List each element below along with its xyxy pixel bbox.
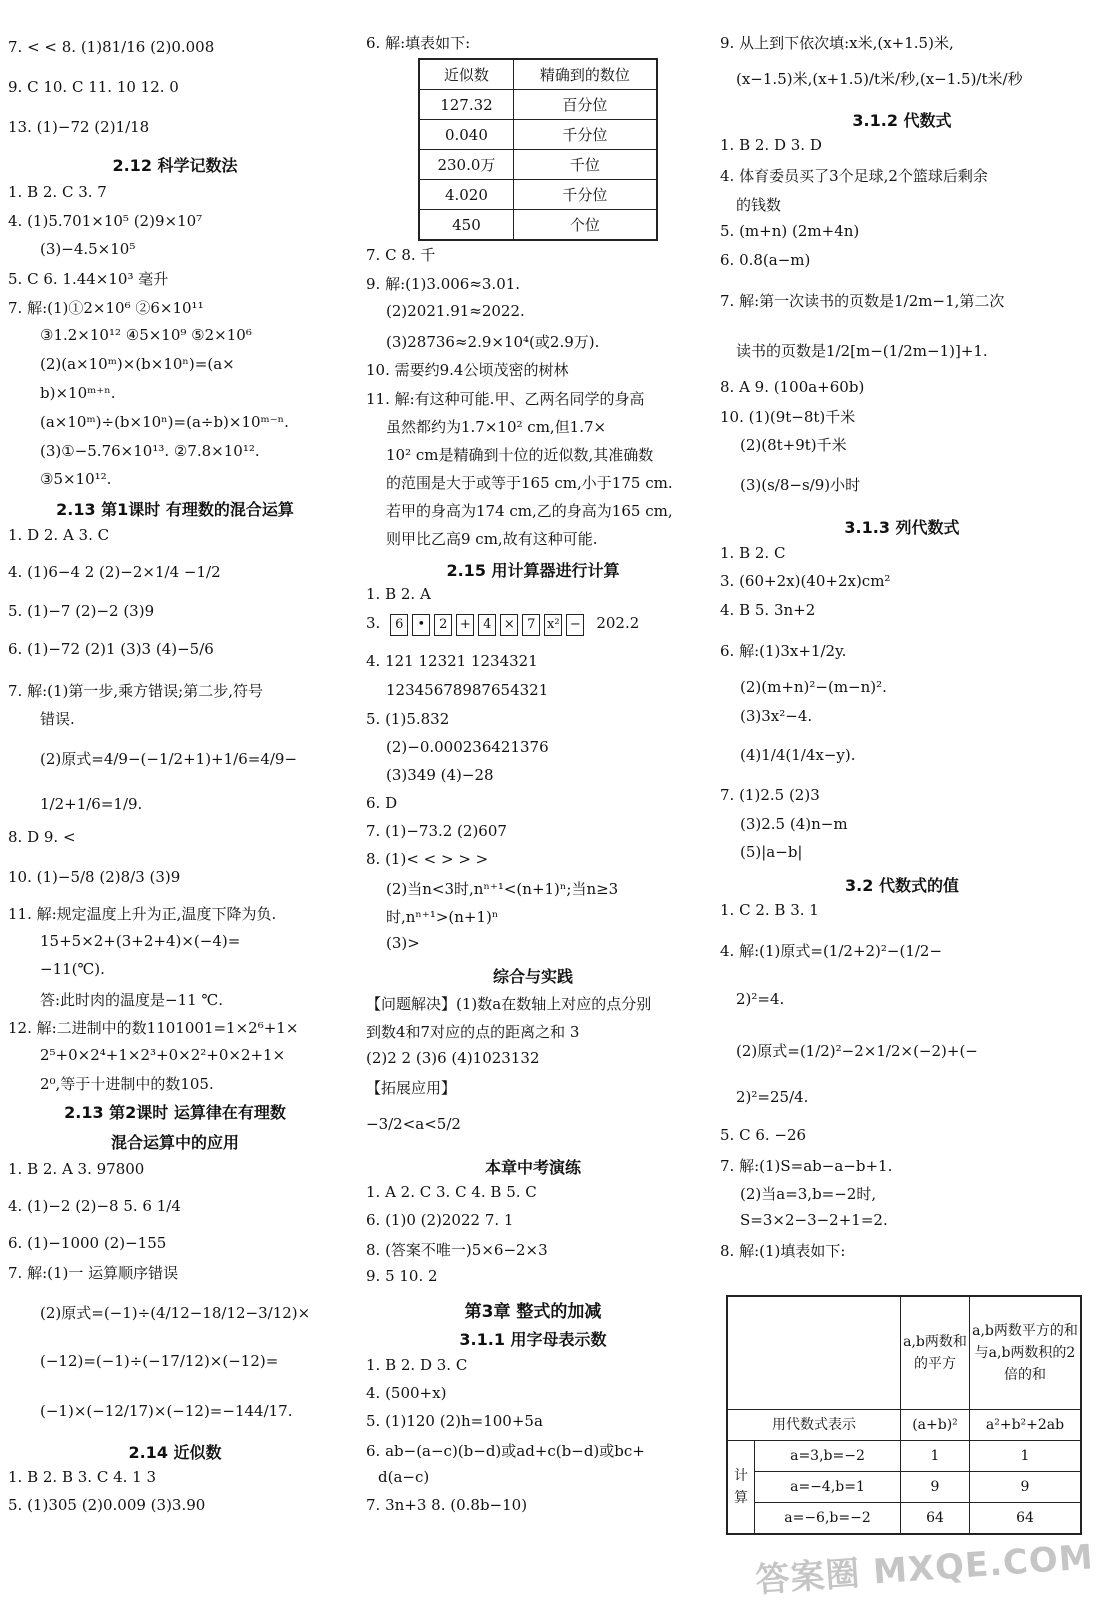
section-heading: 2.13 第1课时 有理数的混合运算 <box>56 500 294 519</box>
table2-cell: 1 <box>901 1441 970 1472</box>
section-heading: 本章中考演练 <box>484 1158 581 1177</box>
answer-line: 7. 3n+3 8. (0.8b−10) <box>366 1496 528 1514</box>
answer-line: 12345678987654321 <box>386 681 549 699</box>
table1-cell: 127.32 <box>419 90 513 120</box>
answer-line: (3)> <box>386 934 420 952</box>
answer-line: (2)原式=4/9−(−1/2+1)+1/6=4/9− <box>40 750 298 768</box>
table2-header: a,b两数平方的和与a,b两数积的2倍的和 <box>970 1296 1082 1410</box>
answer-line: 1. D 2. A 3. C <box>8 526 110 544</box>
answer-line: 5. C 6. −26 <box>720 1126 807 1144</box>
answer-line: (2)(8t+9t)千米 <box>740 436 847 454</box>
section-heading: 第3章 整式的加减 <box>464 1302 602 1322</box>
answer-line: 虽然都约为1.7×10² cm,但1.7× <box>386 418 607 436</box>
answer-line: 4. (1)5.701×10⁵ (2)9×10⁷ <box>8 212 203 230</box>
answer-line: 2)²=25/4. <box>736 1088 809 1106</box>
answer-line: 7. C 8. 千 <box>366 246 436 264</box>
section-heading: 2.14 近似数 <box>128 1443 222 1462</box>
answer-line: (3)28736≈2.9×10⁴(或2.9万). <box>386 333 600 351</box>
answer-line: 若甲的身高为174 cm,乙的身高为165 cm, <box>386 502 673 520</box>
section-heading: 2.13 第2课时 运算律在有理数 <box>64 1103 286 1122</box>
answer-line: 的钱数 <box>736 196 782 214</box>
answer-line: (5)|a−b| <box>740 843 803 861</box>
table2-cell: 1 <box>970 1441 1082 1472</box>
answer-line: (−12)=(−1)÷(−17/12)×(−12)= <box>40 1352 279 1370</box>
answer-line: 3. (60+2x)(40+2x)cm² <box>720 572 891 590</box>
answer-line: 1. C 2. B 3. 1 <box>720 901 819 919</box>
answer-line: 13. (1)−72 (2)1/18 <box>8 118 150 136</box>
table2-header: a,b两数和的平方 <box>901 1296 970 1410</box>
answer-line: 8. D 9. < <box>8 828 76 846</box>
answer-line: 7. 解:第一次读书的页数是1/2m−1,第二次 <box>720 292 1005 310</box>
calculator-key: x² <box>544 614 562 636</box>
section-heading: 3.2 代数式的值 <box>845 876 959 895</box>
watermark: 答案圈 MXQE.COM <box>754 1537 1096 1601</box>
answer-line: (2)原式=(−1)÷(4/12−18/12−3/12)× <box>40 1304 311 1322</box>
answer-line: (3)①−5.76×10¹³. ②7.8×10¹². <box>40 442 260 460</box>
answer-line: 1/2+1/6=1/9. <box>40 795 143 813</box>
answer-line: 5. (m+n) (2m+4n) <box>720 222 860 240</box>
answer-line: 8. 解:(1)填表如下: <box>720 1242 846 1260</box>
answer-line: 1. B 2. D 3. D <box>720 136 822 154</box>
calculator-key: 4 <box>478 614 496 636</box>
table1-cell: 千分位 <box>513 180 657 210</box>
calculator-key: 2 <box>434 614 452 636</box>
table2-cell: a=−6,b=−2 <box>755 1503 901 1535</box>
answer-line: 7. (1)2.5 (2)3 <box>720 786 820 804</box>
algebra-table <box>726 1295 1082 1535</box>
answer-line: ③5×10¹². <box>40 470 112 488</box>
answer-line: 6. (1)0 (2)2022 7. 1 <box>366 1211 514 1229</box>
answer-line: ③1.2×10¹² ④5×10⁹ ⑤2×10⁶ <box>40 326 252 344</box>
table1-cell: 千分位 <box>513 120 657 150</box>
answer-line: d(a−c) <box>378 1468 430 1486</box>
answer-line: 11. 解:有这种可能.甲、乙两名同学的身高 <box>366 390 645 408</box>
table2-cell: 9 <box>901 1472 970 1503</box>
answer-line: (2)当n<3时,nⁿ⁺¹<(n+1)ⁿ;当n≥3 <box>386 880 619 898</box>
table2-cell: 64 <box>970 1503 1082 1535</box>
answer-line: 5. (1)5.832 <box>366 710 450 728</box>
table1-header: 精确到的数位 <box>513 59 657 90</box>
answer-line: 15+5×2+(3+2+4)×(−4)= <box>40 932 241 950</box>
table1-cell: 个位 <box>513 210 657 241</box>
answer-line: 9. 5 10. 2 <box>366 1267 438 1285</box>
answer-line: 时,nⁿ⁺¹>(n+1)ⁿ <box>386 908 499 926</box>
answer-line: 则甲比乙高9 cm,故有这种可能. <box>386 530 598 548</box>
answer-line: 【问题解决】(1)数a在数轴上对应的点分别 <box>366 995 652 1013</box>
answer-line: 1. B 2. B 3. C 4. 1 3 <box>8 1468 157 1486</box>
answer-line: 9. 从上到下依次填:x米,(x+1.5)米, <box>720 34 954 52</box>
answer-line: (2)2 2 (3)6 (4)1023132 <box>366 1049 540 1067</box>
table1-cell: 千位 <box>513 150 657 180</box>
answer-line: 8. A 9. (100a+60b) <box>720 378 865 396</box>
table2-label: 用代数式表示 <box>727 1410 901 1441</box>
calculator-key: 7 <box>522 614 540 636</box>
answer-line: 7. 解:(1)①2×10⁶ ②6×10¹¹ <box>8 299 204 317</box>
table1-cell: 230.0万 <box>419 150 513 180</box>
answer-line: 1. B 2. A 3. 97800 <box>8 1160 145 1178</box>
table2-cell: 9 <box>970 1472 1082 1503</box>
answer-line: 读书的页数是1/2[m−(1/2m−1)]+1. <box>736 342 988 360</box>
answer-line: 4. 解:(1)原式=(1/2+2)²−(1/2− <box>720 942 943 960</box>
section-heading: 综合与实践 <box>492 967 573 986</box>
answer-line: 5. (1)305 (2)0.009 (3)3.90 <box>8 1496 206 1514</box>
calculator-key: 6 <box>390 614 408 636</box>
answer-line: 7. < < 8. (1)81/16 (2)0.008 <box>8 38 215 56</box>
table1-header: 近似数 <box>419 59 513 90</box>
answer-line: 4. B 5. 3n+2 <box>720 601 816 619</box>
answer-line: 5. C 6. 1.44×10³ 毫升 <box>8 270 169 288</box>
answer-line: 6. 解:(1)3x+1/2y. <box>720 642 847 660</box>
table2-cell: a²+b²+2ab <box>970 1410 1082 1441</box>
answer-line: 6. (1)−72 (2)1 (3)3 (4)−5/6 <box>8 640 214 658</box>
answer-line: 【拓展应用】 <box>366 1079 457 1097</box>
answer-line: 11. 解:规定温度上升为正,温度下降为负. <box>8 905 277 923</box>
section-heading: 3.1.3 列代数式 <box>844 518 960 537</box>
answer-line: 8. (答案不唯一)5×6−2×3 <box>366 1241 548 1259</box>
calculator-key: • <box>412 614 430 636</box>
answer-line: 4. 体育委员买了3个足球,2个篮球后剩余 <box>720 167 988 185</box>
answer-line: 2⁰,等于十进制中的数105. <box>40 1075 214 1093</box>
answer-line: 10. (1)(9t−8t)千米 <box>720 408 856 426</box>
answer-line: 7. 解:(1)第一步,乘方错误;第二步,符号 <box>8 682 263 700</box>
answer-line: 2)²=4. <box>736 990 785 1008</box>
answer-line: (2)(a×10ᵐ)×(b×10ⁿ)=(a× <box>40 355 235 373</box>
calculator-key: × <box>500 614 518 636</box>
answer-line: b)×10ᵐ⁺ⁿ. <box>40 384 116 402</box>
answer-line: 5. (1)120 (2)h=100+5a <box>366 1412 543 1430</box>
section-heading: 3.1.1 用字母表示数 <box>459 1330 607 1349</box>
answer-line: (a×10ᵐ)÷(b×10ⁿ)=(a÷b)×10ᵐ⁻ⁿ. <box>40 413 289 431</box>
approx-number-table <box>418 58 658 241</box>
answer-line: 1. B 2. C 3. 7 <box>8 183 107 201</box>
table2-cell: 64 <box>901 1503 970 1535</box>
answer-line: S=3×2−3−2+1=2. <box>740 1211 888 1229</box>
table1-cell: 百分位 <box>513 90 657 120</box>
answer-line: (−1)×(−12/17)×(−12)=−144/17. <box>40 1402 293 1420</box>
answer-line: 6. (1)−1000 (2)−155 <box>8 1234 167 1252</box>
table2-cell: a=−4,b=1 <box>755 1472 901 1503</box>
answer-line: (2)−0.000236421376 <box>386 738 549 756</box>
answer-line: 12. 解:二进制中的数1101001=1×2⁶+1× <box>8 1019 299 1037</box>
answer-line: (x−1.5)米,(x+1.5)/t米/秒,(x−1.5)/t米/秒 <box>736 70 1023 88</box>
item-number: 3. <box>366 614 381 632</box>
answer-line: (3)3x²−4. <box>740 707 813 725</box>
answer-line: 8. (1)< < > > > <box>366 850 489 868</box>
answer-line: 6. D <box>366 794 398 812</box>
answer-line: 的范围是大于或等于165 cm,小于175 cm. <box>386 474 673 492</box>
answer-line: (3)349 (4)−28 <box>386 766 494 784</box>
table1-cell: 4.020 <box>419 180 513 210</box>
answer-line: 10. 需要约9.4公顷茂密的树林 <box>366 361 569 379</box>
answer-line: 4. (1)6−4 2 (2)−2×1/4 −1/2 <box>8 563 221 581</box>
answer-line: (2)2021.91≈2022. <box>386 302 525 320</box>
answer-line: 7. (1)−73.2 (2)607 <box>366 822 507 840</box>
section-heading: 2.15 用计算器进行计算 <box>446 561 620 580</box>
answer-line: 6. 解:填表如下: <box>366 34 471 52</box>
table2-cell: a=3,b=−2 <box>755 1441 901 1472</box>
table2-label: 计算 <box>727 1441 755 1535</box>
answer-line: 1. A 2. C 3. C 4. B 5. C <box>366 1183 537 1201</box>
calculator-key: − <box>566 614 584 636</box>
answer-line: (3)2.5 (4)n−m <box>740 815 848 833</box>
table2-corner <box>727 1296 901 1410</box>
answer-line: 10² cm是精确到十位的近似数,其准确数 <box>386 446 654 464</box>
answer-line: 答:此时肉的温度是−11 ℃. <box>40 991 224 1009</box>
answer-line: (3)(s/8−s/9)小时 <box>740 476 861 494</box>
calculator-key-sequence <box>366 614 639 636</box>
answer-line: 到数4和7对应的点的距离之和 3 <box>366 1023 580 1041</box>
answer-line: −3/2<a<5/2 <box>366 1115 461 1133</box>
answer-line: 7. 解:(1)S=ab−a−b+1. <box>720 1157 893 1175</box>
answer-line: 1. B 2. A <box>366 585 431 603</box>
answer-line: 4. (500+x) <box>366 1384 447 1402</box>
answer-line: 9. 解:(1)3.006≈3.01. <box>366 275 521 293</box>
calculator-key: + <box>456 614 474 636</box>
table2-cell: (a+b)² <box>901 1410 970 1441</box>
answer-line: 7. 解:(1)一 运算顺序错误 <box>8 1264 179 1282</box>
answer-line: −11(℃). <box>40 960 105 978</box>
answer-line: 1. B 2. C <box>720 544 786 562</box>
answer-line: (3)−4.5×10⁵ <box>40 240 136 258</box>
section-heading: 2.12 科学记数法 <box>112 156 238 175</box>
answer-line: 6. ab−(a−c)(b−d)或ad+c(b−d)或bc+ <box>366 1442 645 1460</box>
answer-line: (4)1/4(1/4x−y). <box>740 746 856 764</box>
section-heading: 混合运算中的应用 <box>110 1133 239 1152</box>
answer-line: (2)原式=(1/2)²−2×1/2×(−2)+(− <box>736 1042 978 1060</box>
answer-line: 1. B 2. D 3. C <box>366 1356 468 1374</box>
answer-line: (2)(m+n)²−(m−n)². <box>740 678 887 696</box>
answer-line: 9. C 10. C 11. 10 12. 0 <box>8 78 179 96</box>
answer-line: 5. (1)−7 (2)−2 (3)9 <box>8 602 155 620</box>
answer-value: 202.2 <box>596 614 640 632</box>
answer-line: 4. (1)−2 (2)−8 5. 6 1/4 <box>8 1197 181 1215</box>
table1-cell: 0.040 <box>419 120 513 150</box>
answer-line: (2)当a=3,b=−2时, <box>740 1185 877 1203</box>
answer-line: 错误. <box>40 710 75 728</box>
answer-line: 10. (1)−5/8 (2)8/3 (3)9 <box>8 868 181 886</box>
answer-line: 2⁵+0×2⁴+1×2³+0×2²+0×2+1× <box>40 1046 286 1064</box>
table1-cell: 450 <box>419 210 513 241</box>
answer-line: 4. 121 12321 1234321 <box>366 652 538 670</box>
section-heading: 3.1.2 代数式 <box>852 111 952 130</box>
answer-line: 6. 0.8(a−m) <box>720 251 811 269</box>
